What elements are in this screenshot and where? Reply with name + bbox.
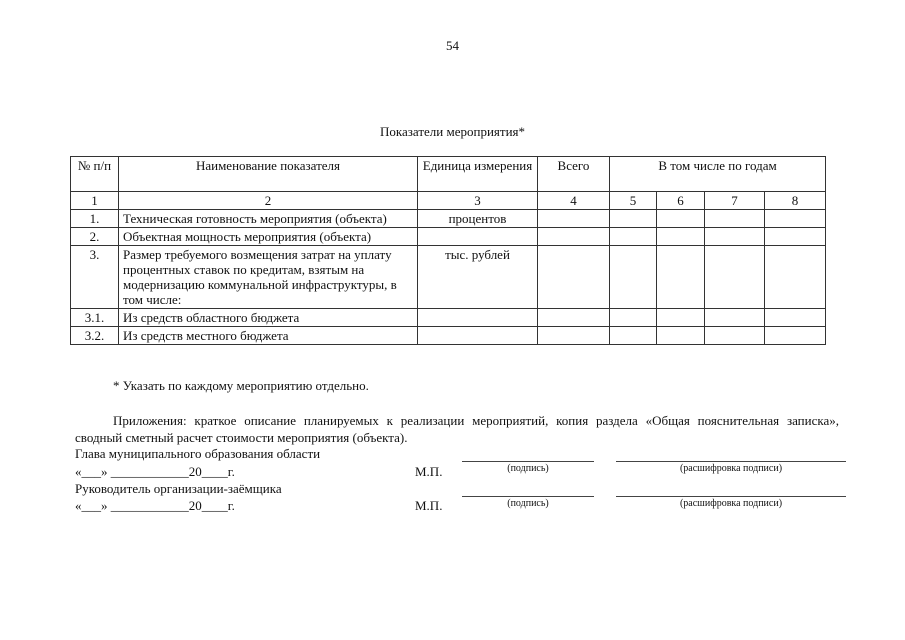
footnote: * Указать по каждому мероприятию отдельно. — [113, 378, 369, 393]
empty-cell — [657, 327, 705, 345]
column-number: 5 — [610, 192, 657, 210]
empty-cell — [657, 246, 705, 309]
row-num: 3.1. — [71, 309, 119, 327]
empty-cell — [705, 210, 765, 228]
column-number-row — [71, 192, 826, 210]
decoding-line — [616, 496, 846, 497]
empty-cell — [610, 327, 657, 345]
header-years: В том числе по годам — [610, 157, 826, 192]
header-unit: Единица измерения — [418, 157, 538, 192]
column-number: 7 — [705, 192, 765, 210]
table-row — [71, 228, 826, 246]
signature-line — [462, 461, 594, 462]
decoding-caption: (расшифровка подписи) — [679, 498, 783, 509]
empty-cell — [538, 210, 610, 228]
row-unit: тыс. рублей — [418, 246, 538, 309]
table-row — [71, 246, 826, 309]
table-row — [71, 210, 826, 228]
table-row — [71, 309, 826, 327]
page-number: 54 — [446, 38, 459, 53]
decoding-caption: (расшифровка подписи) — [679, 463, 783, 474]
row-num: 3. — [71, 246, 119, 309]
empty-cell — [610, 228, 657, 246]
decoding-line — [616, 461, 846, 462]
column-number: 6 — [657, 192, 705, 210]
row-name: Из средств областного бюджета — [119, 309, 418, 327]
table-row — [71, 327, 826, 345]
empty-cell — [765, 327, 826, 345]
empty-cell — [657, 309, 705, 327]
row-name: Из средств местного бюджета — [119, 327, 418, 345]
empty-cell — [538, 327, 610, 345]
signature-caption: (подпись) — [507, 498, 549, 509]
empty-cell — [765, 246, 826, 309]
empty-cell — [705, 327, 765, 345]
empty-cell — [765, 309, 826, 327]
indicators-table — [70, 156, 826, 345]
empty-cell — [538, 309, 610, 327]
column-number: 3 — [418, 192, 538, 210]
column-number: 1 — [71, 192, 119, 210]
row-num: 2. — [71, 228, 119, 246]
column-number: 8 — [765, 192, 826, 210]
row-name: Размер требуемого возмещения затрат на уплату процентных ставок по кредитам, взятым на модернизацию коммунальной инфраструктуры, в том числе: — [119, 246, 418, 309]
empty-cell — [705, 309, 765, 327]
column-number: 4 — [538, 192, 610, 210]
empty-cell — [657, 210, 705, 228]
table-title: Показатели мероприятия* — [380, 124, 525, 139]
date-line: «___» ____________20____г. — [75, 464, 235, 479]
header-name: Наименование показателя — [119, 157, 418, 192]
row-unit — [418, 228, 538, 246]
empty-cell — [610, 246, 657, 309]
empty-cell — [657, 228, 705, 246]
empty-cell — [765, 210, 826, 228]
row-unit: процентов — [418, 210, 538, 228]
row-name: Техническая готовность мероприятия (объекта) — [119, 210, 418, 228]
date-line: «___» ____________20____г. — [75, 498, 235, 513]
signatory-role: Глава муниципального образования области — [75, 446, 321, 461]
signature-line — [462, 496, 594, 497]
empty-cell — [765, 228, 826, 246]
row-unit — [418, 327, 538, 345]
empty-cell — [610, 210, 657, 228]
appendix-paragraph: Приложения: краткое описание планируемых к реализации мероприятий, копия раздела «Общая пояснительная записка», сводный сметный расчет стоимости мероприятия (объекта). — [75, 413, 839, 445]
empty-cell — [705, 228, 765, 246]
signature-caption: (подпись) — [507, 463, 549, 474]
header-row — [71, 157, 826, 192]
empty-cell — [538, 246, 610, 309]
signatory-role: Руководитель организации-заёмщика — [75, 481, 282, 496]
empty-cell — [705, 246, 765, 309]
row-name: Объектная мощность мероприятия (объекта) — [119, 228, 418, 246]
empty-cell — [610, 309, 657, 327]
stamp-place: М.П. — [415, 464, 443, 479]
stamp-place: М.П. — [415, 498, 443, 513]
header-num: № п/п — [71, 157, 119, 192]
empty-cell — [538, 228, 610, 246]
row-num: 1. — [71, 210, 119, 228]
row-num: 3.2. — [71, 327, 119, 345]
row-unit — [418, 309, 538, 327]
column-number: 2 — [119, 192, 418, 210]
header-total: Всего — [538, 157, 610, 192]
